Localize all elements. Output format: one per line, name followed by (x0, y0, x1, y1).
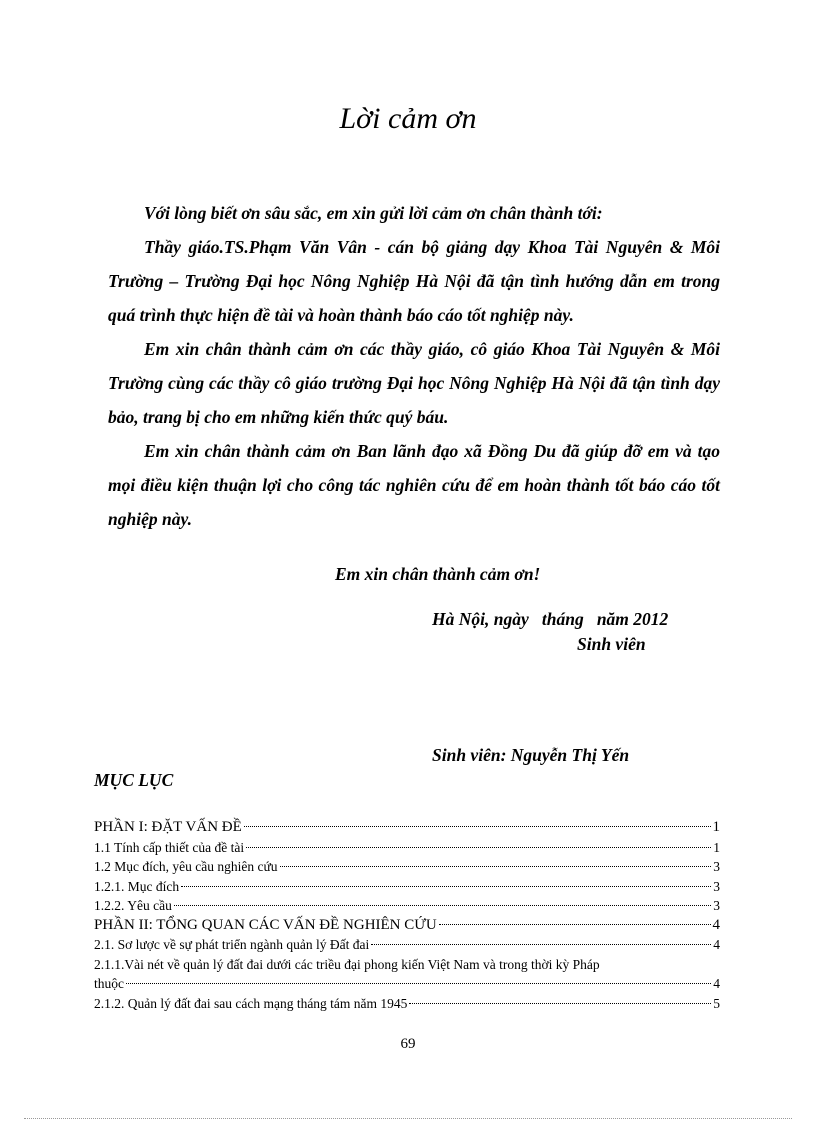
dot-leader (409, 1003, 711, 1004)
acknowledgement-paragraph: Em xin chân thành cảm ơn Ban lãnh đạo xã Đồng Du đã giúp đỡ em và tạo mọi điều kiện thuận lợi cho công tác nghiên cứu để em hoàn thành tốt báo cáo tốt nghiệp này. (108, 441, 720, 529)
signature-role: Sinh viên (577, 634, 646, 654)
dot-leader (126, 983, 711, 984)
table-of-contents (94, 818, 720, 1013)
toc-entry-page: 1 (712, 819, 720, 835)
toc-entry-label: 2.1.2. Quản lý đất đai sau cách mạng tháng tám năm 1945 (94, 995, 408, 1011)
toc-entry[interactable] (94, 896, 720, 916)
toc-entry-label: 1.2.2. Yêu cầu (94, 898, 172, 913)
toc-entry-label: 2.1. Sơ lược về sự phát triển ngành quản lý Đất đai (94, 937, 370, 952)
toc-entry-label: 1.2 Mục đích, yêu cầu nghiên cứu (94, 859, 278, 874)
toc-entry[interactable] (94, 877, 720, 897)
closing-line: Em xin chân thành cảm ơn! (335, 564, 541, 584)
acknowledgement-paragraph: Em xin chân thành cảm ơn các thầy giáo, cô giáo Khoa Tài Nguyên & Môi Trường cùng các thầy cô giáo trường Đại học Nông Nghiệp Hà Nội đã tận tình dạy bảo, trang bị cho em những kiến thức quý báu. (108, 339, 720, 427)
dot-leader (181, 886, 711, 887)
page-title: Lời cảm ơn (339, 102, 477, 135)
acknowledgement-paragraph: Với lòng biết ơn sâu sắc, em xin gửi lời cảm ơn chân thành tới: (144, 203, 603, 223)
toc-entry[interactable] (94, 955, 720, 994)
student-name: Sinh viên: Nguyễn Thị Yến (432, 745, 630, 765)
toc-entry-page: 1 (713, 839, 720, 855)
toc-entry[interactable] (94, 818, 720, 838)
dot-leader (246, 847, 711, 848)
toc-entry-page: 4 (713, 976, 720, 991)
toc-heading: MỤC LỤC (94, 770, 174, 790)
toc-entry-label: 1.1 Tính cấp thiết của đề tài (94, 839, 245, 855)
acknowledgement-body (108, 196, 720, 536)
acknowledgement-paragraph: Thầy giáo.TS.Phạm Văn Vân - cán bộ giảng dạy Khoa Tài Nguyên & Môi Trường – Trường Đại học Nông Nghiệp Hà Nội đã tận tình hướng dẫn em trong quá trình thực hiện đề tài và hoàn thành báo cáo tốt nghiệp này. (108, 237, 720, 325)
toc-entry[interactable] (94, 994, 720, 1014)
toc-entry-label: PHẦN II: TỔNG QUAN CÁC VẤN ĐỀ NGHIÊN CỨU (94, 916, 437, 933)
toc-entry-page: 3 (713, 859, 720, 874)
dot-leader (280, 866, 712, 867)
toc-entry-label: 2.1.1.Vài nét về quản lý đất đai dưới các triều đại phong kiến Việt Nam và trong thời kỳ Pháp (94, 956, 600, 972)
toc-entry-page: 5 (713, 995, 720, 1011)
page-bottom-divider (24, 1118, 792, 1119)
toc-entry[interactable] (94, 935, 720, 955)
place-date: Hà Nội, ngày tháng năm 2012 (432, 609, 669, 629)
toc-entry[interactable] (94, 916, 720, 936)
toc-entry-label: PHẦN I: ĐẶT VẤN ĐỀ (94, 819, 242, 835)
toc-entry-page: 3 (713, 898, 720, 913)
toc-entry-label-continued: thuộc (94, 976, 124, 991)
toc-entry[interactable] (94, 857, 720, 877)
dot-leader (174, 905, 711, 906)
dot-leader (439, 924, 711, 925)
dot-leader (244, 826, 711, 827)
toc-entry-label: 1.2.1. Mục đích (94, 878, 180, 894)
toc-entry-page: 4 (713, 937, 720, 952)
toc-entry-page: 3 (713, 878, 720, 894)
dot-leader (371, 944, 711, 945)
page-number: 69 (400, 1036, 416, 1052)
toc-entry-page: 4 (712, 916, 720, 933)
toc-entry[interactable] (94, 838, 720, 858)
